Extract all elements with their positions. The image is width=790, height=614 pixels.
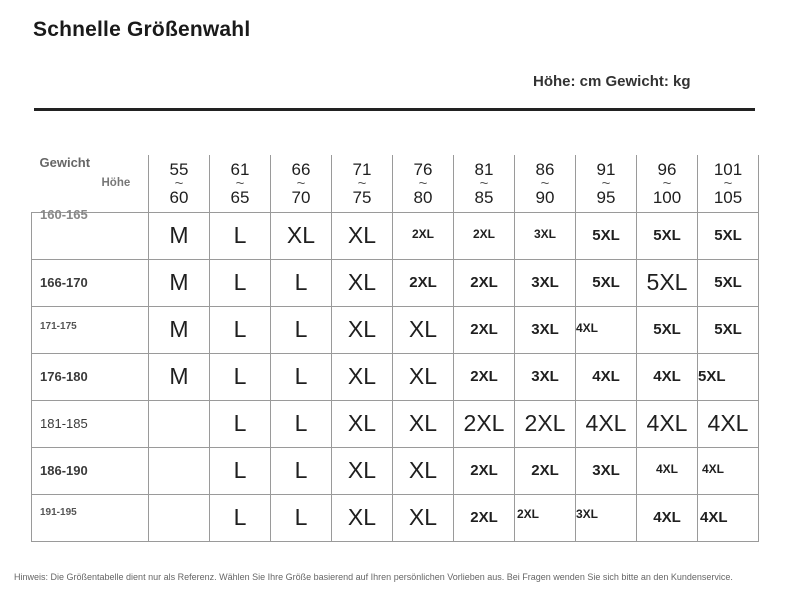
size-cell: 4XL (698, 447, 759, 494)
weight-range-header: 55 ~ 60 (149, 155, 210, 212)
size-cell: 5XL (637, 259, 698, 306)
size-cell: L (271, 494, 332, 541)
size-cell: 5XL (698, 259, 759, 306)
size-cell: L (210, 259, 271, 306)
size-cell: 2XL (454, 353, 515, 400)
size-cell: XL (332, 212, 393, 259)
units-note: Höhe: cm Gewicht: kg (533, 73, 691, 90)
size-cell: M (149, 259, 210, 306)
size-cell (149, 447, 210, 494)
weight-header-row (32, 155, 759, 212)
height-range-label: 186-190 (32, 447, 149, 494)
weight-axis-label: Gewicht (39, 155, 91, 170)
size-cell: L (271, 400, 332, 447)
table-row (32, 494, 759, 541)
corner-cell (32, 155, 149, 212)
table-row (32, 259, 759, 306)
size-cell: 4XL (698, 400, 759, 447)
size-cell: XL (393, 447, 454, 494)
size-cell: 2XL (515, 447, 576, 494)
size-cell: L (210, 306, 271, 353)
size-cell: 5XL (637, 212, 698, 259)
size-cell: 5XL (698, 306, 759, 353)
size-cell: 3XL (576, 447, 637, 494)
size-cell: 3XL (515, 259, 576, 306)
size-cell: L (210, 400, 271, 447)
size-cell: 4XL (637, 400, 698, 447)
size-cell: XL (271, 212, 332, 259)
size-cell: XL (393, 353, 454, 400)
weight-range-header: 96 ~ 100 (637, 155, 698, 212)
weight-range-header: 71 ~ 75 (332, 155, 393, 212)
weight-range-header: 91 ~ 95 (576, 155, 637, 212)
size-cell: 4XL (698, 494, 759, 541)
disclaimer-note: Hinweis: Die Größentabelle dient nur als Referenz. Wählen Sie Ihre Größe basierend auf Ihren persönlichen Vorlieben aus. Bei Fragen wenden Sie sich bitte an den Kundenservice. (14, 572, 733, 582)
table-row (32, 447, 759, 494)
size-cell: 2XL (515, 400, 576, 447)
size-cell: L (271, 447, 332, 494)
size-cell: 4XL (637, 447, 698, 494)
size-cell: XL (332, 400, 393, 447)
height-range-label: 166-170 (32, 259, 149, 306)
size-cell (149, 494, 210, 541)
size-cell: 4XL (637, 494, 698, 541)
size-cell: XL (332, 447, 393, 494)
size-cell: L (271, 306, 332, 353)
height-axis-label: Höhe (101, 177, 131, 189)
table-row (32, 400, 759, 447)
weight-range-header: 81 ~ 85 (454, 155, 515, 212)
size-cell: 5XL (637, 306, 698, 353)
size-cell: 4XL (637, 353, 698, 400)
size-cell: 2XL (393, 212, 454, 259)
size-cell: 2XL (454, 212, 515, 259)
size-cell (149, 400, 210, 447)
size-cell: XL (332, 353, 393, 400)
size-cell: XL (393, 494, 454, 541)
header-divider (34, 108, 755, 111)
size-cell: 3XL (515, 212, 576, 259)
size-cell: 5XL (698, 353, 759, 400)
size-cell: 2XL (515, 494, 576, 541)
size-cell: 5XL (576, 212, 637, 259)
height-range-label: 171-175 (32, 306, 149, 353)
weight-range-header: 66 ~ 70 (271, 155, 332, 212)
height-range-label: 181-185 (32, 400, 149, 447)
weight-range-header: 61 ~ 65 (210, 155, 271, 212)
size-cell: XL (393, 306, 454, 353)
height-range-label: 160-165 (32, 206, 149, 253)
size-cell: 2XL (454, 447, 515, 494)
size-cell: 3XL (576, 494, 637, 541)
weight-range-header: 76 ~ 80 (393, 155, 454, 212)
size-cell: L (210, 212, 271, 259)
table-row (32, 353, 759, 400)
weight-range-header: 86 ~ 90 (515, 155, 576, 212)
table-row (32, 212, 759, 259)
size-cell: M (149, 353, 210, 400)
size-cell: XL (332, 259, 393, 306)
size-cell: 3XL (515, 306, 576, 353)
size-cell: L (210, 494, 271, 541)
size-cell: L (271, 259, 332, 306)
size-cell: 2XL (454, 494, 515, 541)
page-title: Schnelle Größenwahl (33, 18, 251, 41)
size-cell: M (149, 212, 210, 259)
size-cell: M (149, 306, 210, 353)
size-cell: 5XL (698, 212, 759, 259)
size-cell: XL (332, 306, 393, 353)
size-cell: 3XL (515, 353, 576, 400)
height-range-label: 176-180 (32, 353, 149, 400)
size-cell: 2XL (454, 306, 515, 353)
size-cell: 4XL (576, 353, 637, 400)
size-cell: XL (332, 494, 393, 541)
size-cell: L (210, 447, 271, 494)
size-cell: 2XL (454, 400, 515, 447)
table-row (32, 306, 759, 353)
height-range-label: 191-195 (32, 494, 149, 541)
size-cell: L (271, 353, 332, 400)
size-chart-table (31, 155, 759, 542)
size-cell: 5XL (576, 259, 637, 306)
size-cell: 2XL (393, 259, 454, 306)
size-cell: 2XL (454, 259, 515, 306)
weight-range-header: 101 ~ 105 (698, 155, 759, 212)
size-cell: L (210, 353, 271, 400)
size-cell: 4XL (576, 306, 637, 353)
size-cell: 4XL (576, 400, 637, 447)
size-cell: XL (393, 400, 454, 447)
